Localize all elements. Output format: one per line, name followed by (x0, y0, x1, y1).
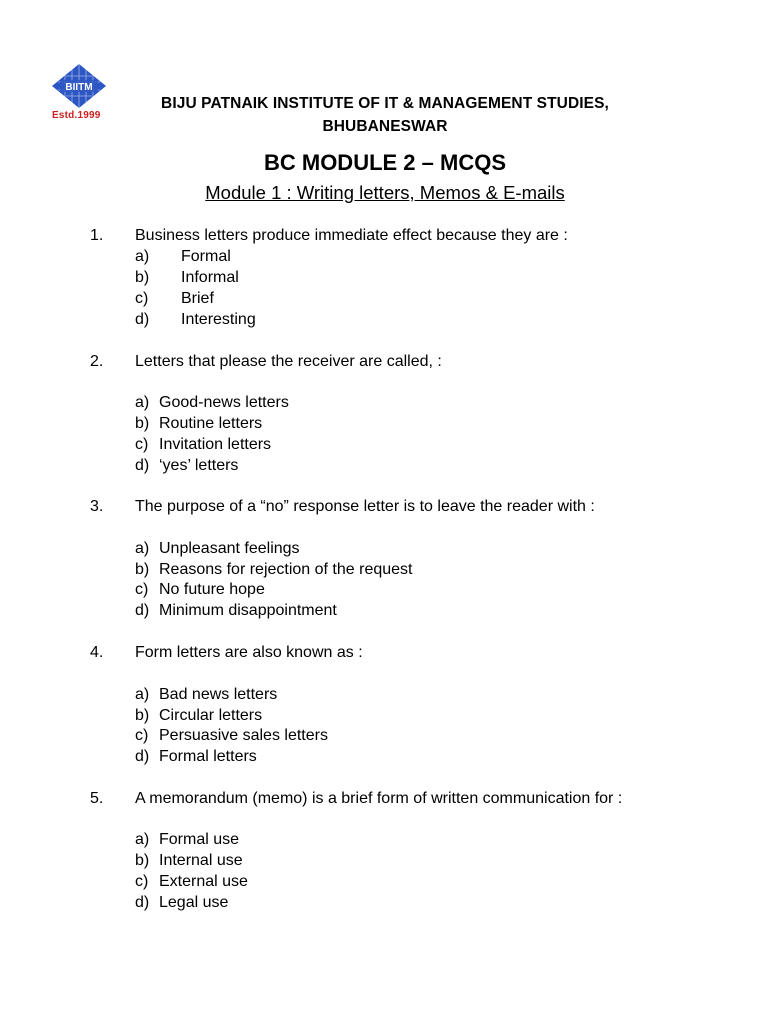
option-text: Reasons for rejection of the request (159, 561, 413, 578)
option-letter: d) (135, 457, 150, 474)
option-text: Good-news letters (159, 394, 289, 411)
page-title: BC MODULE 2 – MCQS (263, 150, 507, 175)
option-text: Unpleasant feelings (159, 540, 300, 557)
option-letter: d) (135, 748, 150, 765)
option-text: Interesting (181, 311, 256, 328)
question-text: Form letters are also known as : (135, 644, 363, 661)
option-letter: c) (135, 581, 149, 598)
option-letter: c) (135, 873, 149, 890)
option-letter: a) (135, 248, 150, 265)
option-letter: d) (135, 894, 150, 911)
option-letter: c) (135, 727, 149, 744)
option-letter: c) (135, 436, 149, 453)
option-text: Circular letters (159, 707, 263, 724)
option-letter: b) (135, 269, 150, 286)
option-text: Formal letters (159, 748, 257, 765)
option-letter: a) (135, 831, 150, 848)
question-number: 3. (90, 498, 104, 515)
institute-name: BIJU PATNAIK INSTITUTE OF IT & MANAGEMENT STUDIES, (161, 95, 609, 112)
page-subtitle: Module 1 : Writing letters, Memos & E-mails (205, 182, 565, 203)
option-text: Formal (181, 248, 231, 265)
question-text: The purpose of a “no” response letter is to leave the reader with : (135, 498, 595, 515)
option-text: Bad news letters (159, 686, 278, 703)
option-letter: a) (135, 686, 150, 703)
option-text: ‘yes’ letters (159, 457, 239, 474)
option-letter: d) (135, 602, 150, 619)
option-text: Brief (181, 290, 214, 307)
option-text: Internal use (159, 852, 243, 869)
option-text: Minimum disappointment (159, 602, 337, 619)
option-text: Routine letters (159, 415, 263, 432)
institute-logo (46, 62, 112, 122)
logo-emblem-icon (46, 62, 112, 112)
question-number: 1. (90, 227, 104, 244)
institute-location: BHUBANESWAR (322, 118, 448, 135)
question-number: 2. (90, 353, 104, 370)
option-text: Persuasive sales letters (159, 727, 328, 744)
option-letter: a) (135, 540, 150, 557)
option-letter: d) (135, 311, 150, 328)
option-letter: b) (135, 707, 150, 724)
question-number: 4. (90, 644, 104, 661)
option-letter: b) (135, 415, 150, 432)
option-text: Invitation letters (159, 436, 272, 453)
option-text: Formal use (159, 831, 240, 848)
option-letter: b) (135, 561, 150, 578)
option-text: Legal use (159, 894, 229, 911)
logo-text: BIITM (65, 82, 93, 93)
question-number: 5. (90, 790, 104, 807)
question-text: A memorandum (memo) is a brief form of written communication for : (135, 790, 623, 807)
logo-established-year: Estd.1999 (52, 110, 101, 121)
question-text: Business letters produce immediate effect because they are : (135, 227, 568, 244)
option-text: No future hope (159, 581, 265, 598)
question-text: Letters that please the receiver are called, : (135, 353, 442, 370)
option-letter: c) (135, 290, 149, 307)
option-text: Informal (181, 269, 239, 286)
option-letter: a) (135, 394, 150, 411)
option-letter: b) (135, 852, 150, 869)
option-text: External use (159, 873, 248, 890)
